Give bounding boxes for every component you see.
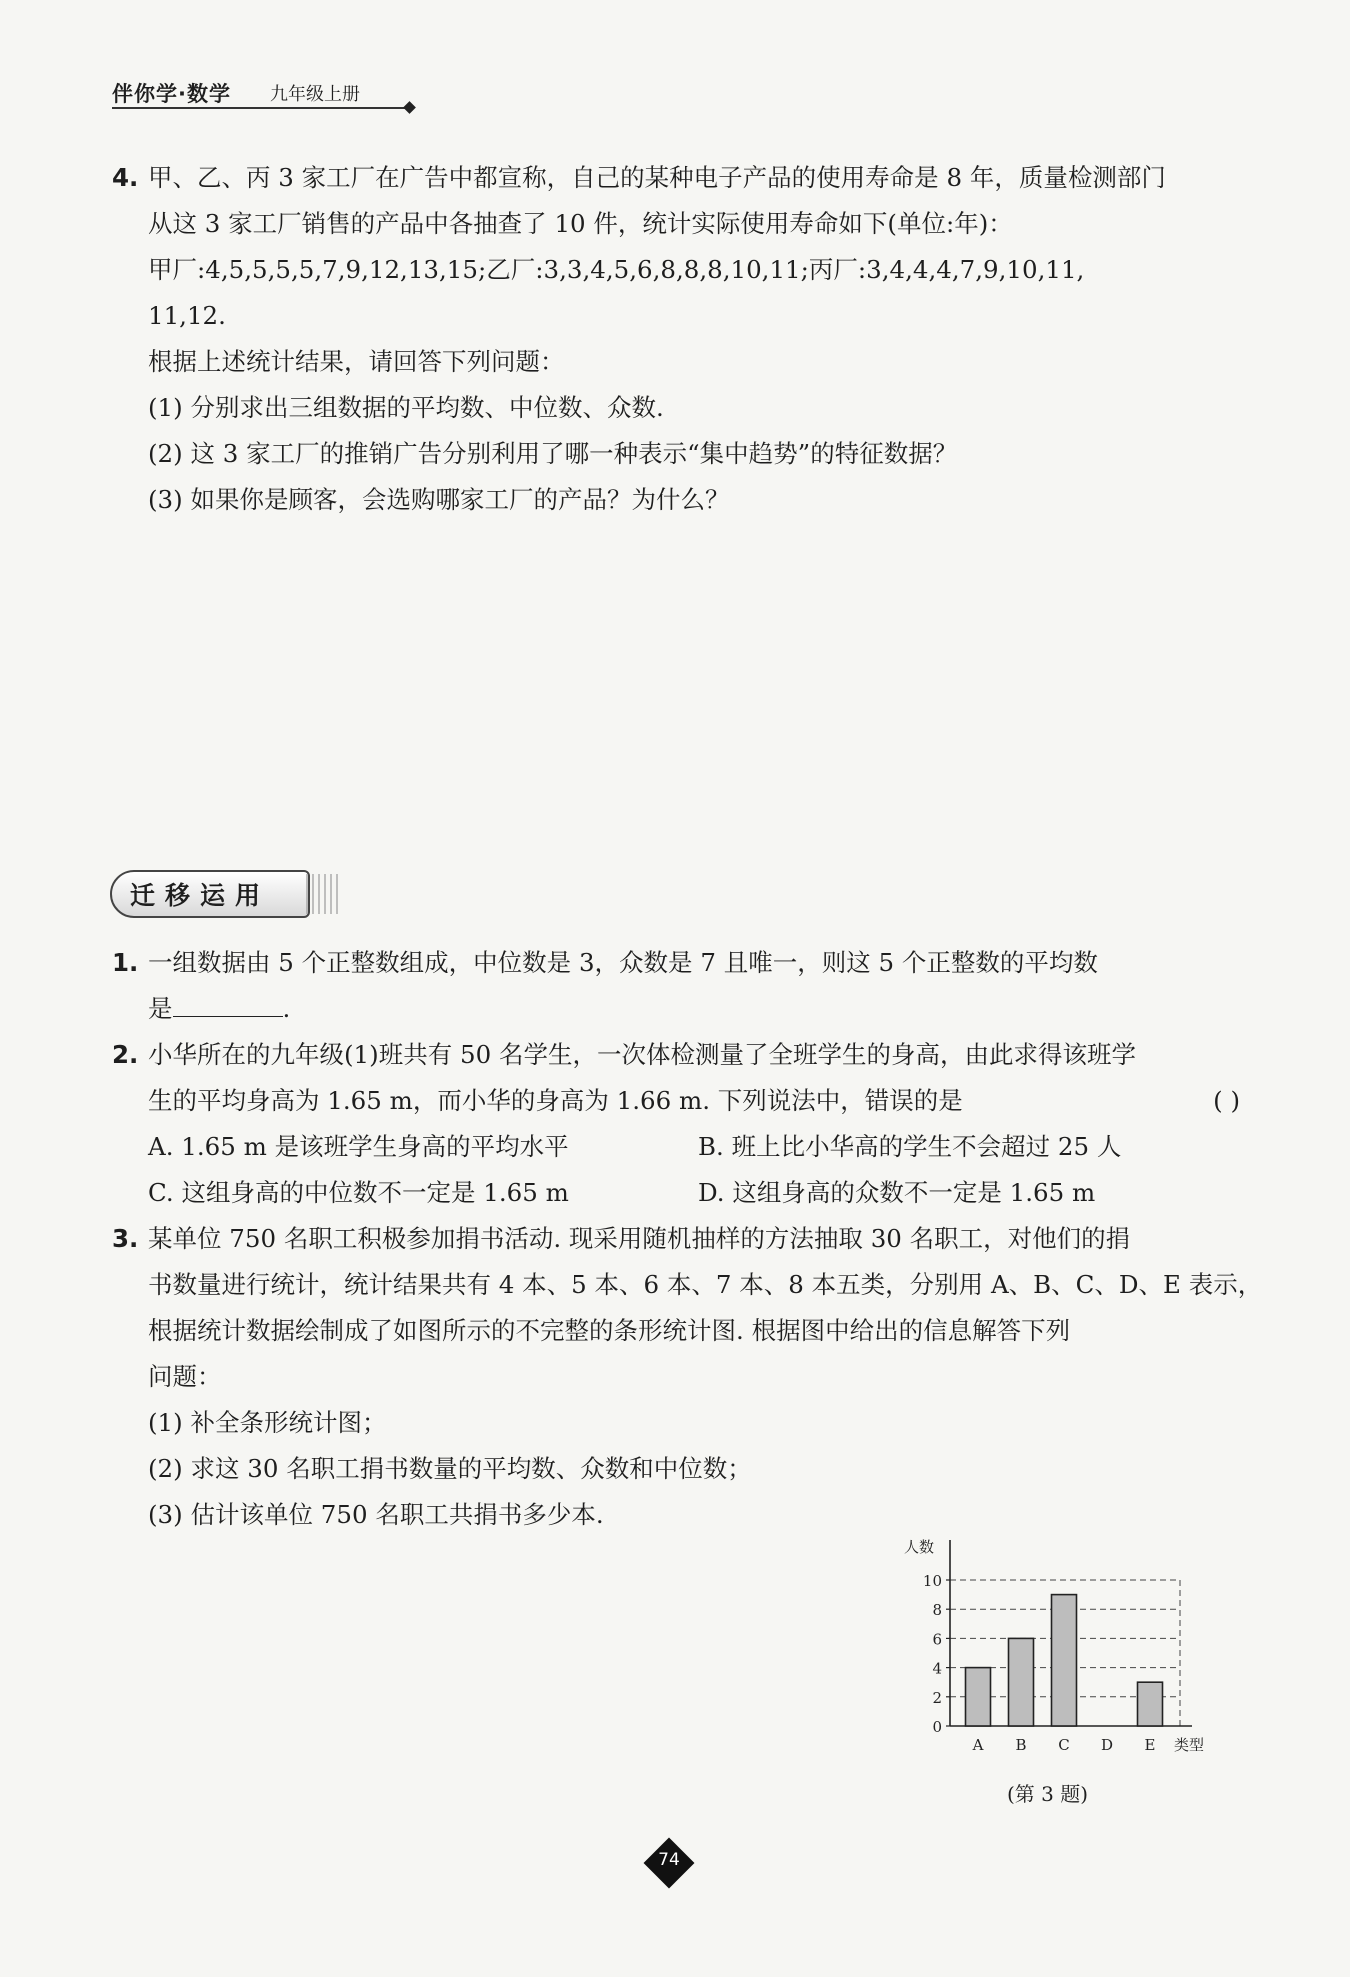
option-a[interactable]: A. 1.65 m 是该班学生身高的平均水平 xyxy=(148,1132,569,1161)
p1-text: 一组数据由 5 个正整数组成，中位数是 3，众数是 7 且唯一，则这 5 个正整数的平均数 xyxy=(148,948,1098,977)
p3-subquestion: (3) 估计该单位 750 名职工共捐书多少本. xyxy=(148,1500,604,1529)
diamond-icon xyxy=(403,101,416,114)
q4-line: 甲厂:4,5,5,5,5,7,9,12,13,15;乙厂:3,3,4,5,6,8,8,8,10,11;丙厂:3,4,4,4,7,9,10,11, xyxy=(148,255,1085,284)
q4-subquestion: (3) 如果你是顾客，会选购哪家工厂的产品？为什么？ xyxy=(148,485,730,514)
section-heading xyxy=(110,870,340,920)
section-title: 迁移运用 xyxy=(130,881,271,910)
y-axis-label: 人数 xyxy=(904,1538,935,1556)
bar-chart xyxy=(900,1532,1230,1762)
y-tick-label: 2 xyxy=(932,1688,942,1707)
bar-e xyxy=(1138,1682,1163,1726)
q4-line: 根据上述统计结果，请回答下列问题： xyxy=(148,347,565,376)
p2-text: 小华所在的九年级(1)班共有 50 名学生，一次体检测量了全班学生的身高，由此求得该班学 xyxy=(148,1040,1136,1069)
y-tick-label: 8 xyxy=(932,1601,942,1620)
q4-subquestion: (1) 分别求出三组数据的平均数、中位数、众数. xyxy=(148,393,664,422)
x-tick-label: B xyxy=(1015,1736,1027,1754)
question-4 xyxy=(112,155,1240,523)
header-rule xyxy=(112,107,408,109)
q4-line: 从这 3 家工厂销售的产品中各抽查了 10 件，统计实际使用寿命如下(单位:年)： xyxy=(148,209,1013,238)
q4-subquestion: (2) 这 3 家工厂的推销广告分别利用了哪一种表示“集中趋势”的特征数据？ xyxy=(148,439,958,468)
p3-subquestion: (2) 求这 30 名职工捐书数量的平均数、众数和中位数； xyxy=(148,1454,752,1483)
bar-b xyxy=(1009,1638,1034,1726)
problem-3: 3. 某单位 750 名职工积极参加捐书活动. 现采用随机抽样的方法抽取 30 名职工，对他们的捐 书数量进行统计，统计结果共有 4 本、5 本、6 本、7 本、8 本五类，分别用 A、B、C、D、E 表示， 根据统计数据绘制成了如图所示的不完整的条形统计图. 根据图中给出的信息解答下列 问题： (1) 补全条形统计图； (2) 求这 30 名职工捐书数量的平均数、众数和中位数； (3) 估计该单位 750 名职工共捐书多少本. xyxy=(112,1216,1240,1538)
x-axis-label: 类型 xyxy=(1174,1736,1205,1754)
section-stripes xyxy=(306,874,340,914)
y-tick-label: 10 xyxy=(922,1572,942,1590)
p3-line: 问题： xyxy=(148,1362,222,1391)
p3-line: 书数量进行统计，统计结果共有 4 本、5 本、6 本、7 本、8 本五类，分别用 A、B、C、D、E 表示， xyxy=(148,1270,1263,1299)
bar-a xyxy=(966,1668,991,1726)
p2-number: 2. xyxy=(112,1040,139,1069)
answer-blank[interactable] xyxy=(173,990,283,1017)
page-number: 74 xyxy=(658,1850,680,1870)
grade-label: 九年级上册 xyxy=(270,84,360,105)
option-d[interactable]: D. 这组身高的众数不一定是 1.65 m xyxy=(698,1178,1096,1207)
y-tick-label: 4 xyxy=(932,1659,942,1678)
x-tick-label: A xyxy=(972,1736,984,1754)
q4-line: 4. 甲、乙、丙 3 家工厂在广告中都宣称，自己的某种电子产品的使用寿命是 8 年，质量检测部门 xyxy=(112,155,1240,201)
p3-line: 根据统计数据绘制成了如图所示的不完整的条形统计图. 根据图中给出的信息解答下列 xyxy=(148,1316,1071,1345)
x-tick-label: E xyxy=(1144,1736,1156,1754)
y-tick-label: 6 xyxy=(932,1630,942,1649)
x-tick-label: C xyxy=(1058,1736,1070,1754)
p1-number: 1. xyxy=(112,948,139,977)
q4-number: 4. xyxy=(112,163,139,192)
figure-caption: (第 3 题) xyxy=(1007,1782,1089,1806)
page-number-badge xyxy=(644,1838,694,1888)
p3-subquestion: (1) 补全条形统计图； xyxy=(148,1408,387,1437)
problem-2 xyxy=(112,1032,1240,1216)
book-series-title: 伴你学·数学 xyxy=(112,82,231,106)
p2-text: 生的平均身高为 1.65 m，而小华的身高为 1.66 m. 下列说法中，错误的是 xyxy=(148,1086,963,1115)
y-tick-label: 0 xyxy=(932,1718,942,1736)
answer-parentheses[interactable]: ( ) xyxy=(1213,1086,1240,1115)
q4-line: 11,12. xyxy=(148,301,226,330)
option-b[interactable]: B. 班上比小华高的学生不会超过 25 人 xyxy=(698,1132,1122,1161)
bar-c xyxy=(1052,1595,1077,1726)
problem-1: 1. 一组数据由 5 个正整数组成，中位数是 3，众数是 7 且唯一，则这 5 个正整数的平均数 是 . xyxy=(112,940,1240,1032)
p3-number: 3. xyxy=(112,1224,139,1253)
option-c[interactable]: C. 这组身高的中位数不一定是 1.65 m xyxy=(148,1178,569,1207)
x-tick-label: D xyxy=(1100,1736,1114,1754)
page-header xyxy=(112,78,422,112)
